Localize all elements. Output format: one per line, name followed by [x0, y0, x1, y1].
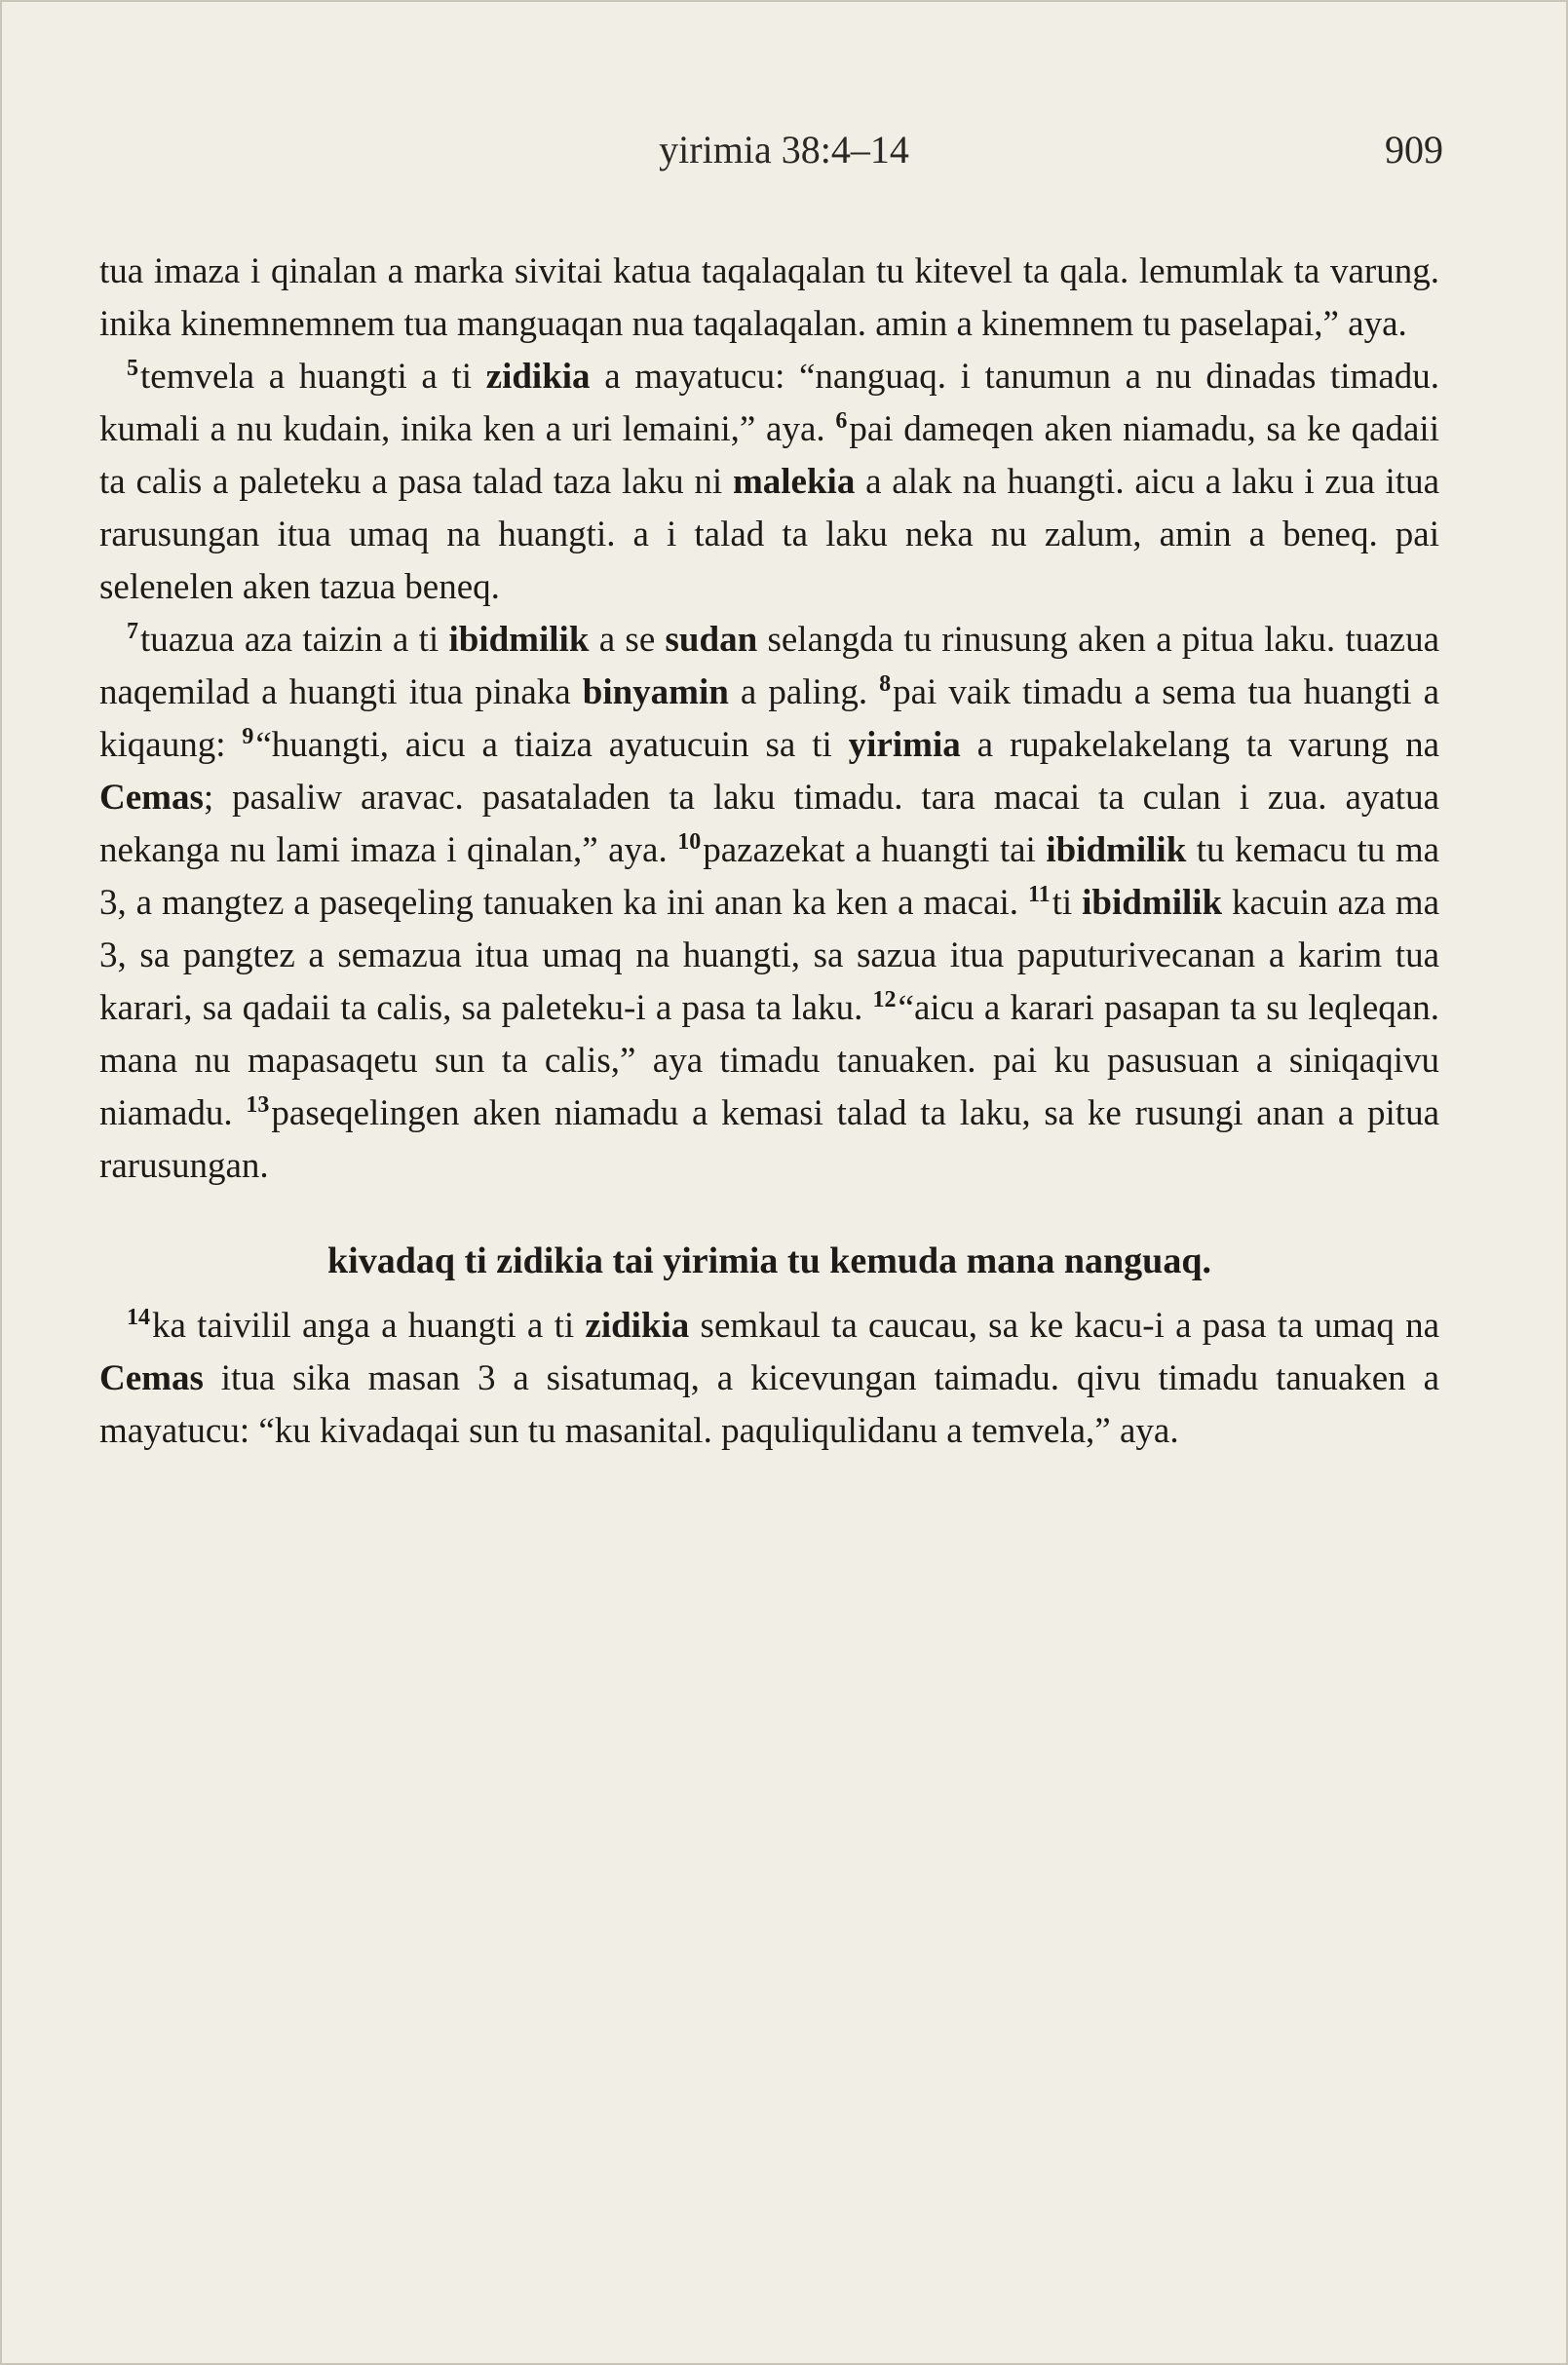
verse-number: 10: [677, 829, 702, 855]
emphasized-name: ibidmilik: [1046, 830, 1187, 870]
closing-paragraph-group: [99, 1300, 1439, 1458]
verse-number: 7: [127, 619, 138, 644]
text-run: tu kemacu tu ma 3, a mangtez a paseqeling tanuaken ka ini anan ka ken a macai.: [99, 830, 1440, 923]
text-run: selangda tu rinusung aken a pitua laku. tuazua naqemilad a huangti itua pinaka: [99, 620, 1439, 712]
text-body: [99, 246, 1439, 1458]
emphasized-name: yirimia: [848, 725, 961, 765]
emphasized-name: ibidmilik: [448, 620, 590, 660]
text-run: “huangti, aicu a tiaiza ayatucuin sa ti: [255, 725, 849, 765]
text-run: pai dameqen aken niamadu, sa ke qadaii ta calis a paleteku a pasa talad taza laku ni: [99, 409, 1439, 502]
emphasized-name: sudan: [665, 620, 758, 660]
verse-number: 6: [835, 408, 848, 434]
text-run: kacuin aza ma 3, sa pangtez a semazua itua umaq na huangti, sa sazua itua paputurivecanan a karim tua karari, sa qadaii ta calis, sa paleteku-i a pasa ta laku.: [99, 883, 1439, 1028]
paragraph: [99, 246, 1439, 351]
text-run: tuazua aza taizin a ti: [140, 620, 449, 660]
text-run: ; pasaliw aravac. pasataladen ta laku timadu. tara macai ta culan i zua. ayatua nekanga nu lami imaza i qinalan,” aya.: [99, 778, 1439, 870]
emphasized-name: malekia: [732, 462, 856, 502]
emphasized-name: binyamin: [582, 672, 729, 712]
emphasized-name: zidikia: [485, 357, 591, 397]
paragraph: [99, 614, 1439, 1193]
verse-number: 9: [242, 724, 254, 749]
paragraph: [99, 1300, 1439, 1458]
emphasized-name: Cemas: [99, 778, 204, 818]
text-run: a se: [589, 620, 666, 660]
verse-number: 12: [872, 987, 897, 1012]
emphasized-name: ibidmilik: [1082, 883, 1223, 923]
section-heading: kivadaq ti zidikia tai yirimia tu kemuda mana nanguaq.: [327, 1240, 1211, 1281]
text-run: semkaul ta caucau, sa ke kacu-i a pasa ta umaq na: [689, 1306, 1439, 1346]
text-run: a alak na huangti. aicu a laku i zua itua rarusungan itua umaq na huangti. a i talad ta laku neka nu zalum, amin a beneq. pai selenelen aken tazua beneq.: [99, 462, 1439, 607]
verse-number: 8: [879, 671, 892, 697]
text-run: itua sika masan 3 a sisatumaq, a kicevungan taimadu. qivu timadu tanuaken a mayatucu: “ku kivadaqai sun tu masanital. paquliqulidanu a temvela,” aya.: [99, 1358, 1439, 1451]
emphasized-name: Cemas: [99, 1358, 204, 1398]
verse-number: 5: [127, 356, 138, 381]
text-run: a mayatucu: “nanguaq. i tanumun a nu dinadas timadu. kumali a nu kudain, inika ken a uri lemaini,” aya.: [99, 357, 1439, 449]
text-run: paseqelingen aken niamadu a kemasi talad ta laku, sa ke rusungi anan a pitua rarusungan.: [99, 1093, 1439, 1186]
text-run: ka taivilil anga a huangti a ti: [152, 1306, 586, 1346]
running-head: [99, 127, 1469, 185]
verse-number: 11: [1027, 882, 1051, 907]
text-run: ti: [1052, 883, 1083, 923]
verse-number: 13: [246, 1092, 270, 1118]
paragraph: [99, 351, 1439, 614]
text-run: “aicu a karari pasapan ta su leqleqan. mana nu mapasaqetu sun ta calis,” aya timadu tanuaken. pai ku pasusuan a siniqaqivu niamadu.: [99, 988, 1439, 1133]
verse-number: 14: [127, 1305, 150, 1330]
text-run: pazazekat a huangti tai: [703, 830, 1047, 870]
emphasized-name: zidikia: [585, 1306, 690, 1346]
chapter-reference: yirimia 38:4–14: [659, 128, 909, 172]
page-number: 909: [1385, 128, 1443, 172]
text-run: temvela a huangti a ti: [140, 357, 486, 397]
text-run: pai vaik timadu a sema tua huangti a kiqaung:: [99, 672, 1440, 765]
text-run: a rupakelakelang ta varung na: [960, 725, 1439, 765]
paragraph-group: [99, 246, 1439, 1193]
text-run: tua imaza i qinalan a marka sivitai katua taqalaqalan tu kitevel ta qala. lemumlak ta varung. inika kinemnemnem tua manguaqan nua taqalaqalan. amin a kinemnem tu paselapai,” aya.: [99, 251, 1439, 344]
text-run: a paling.: [728, 672, 880, 712]
